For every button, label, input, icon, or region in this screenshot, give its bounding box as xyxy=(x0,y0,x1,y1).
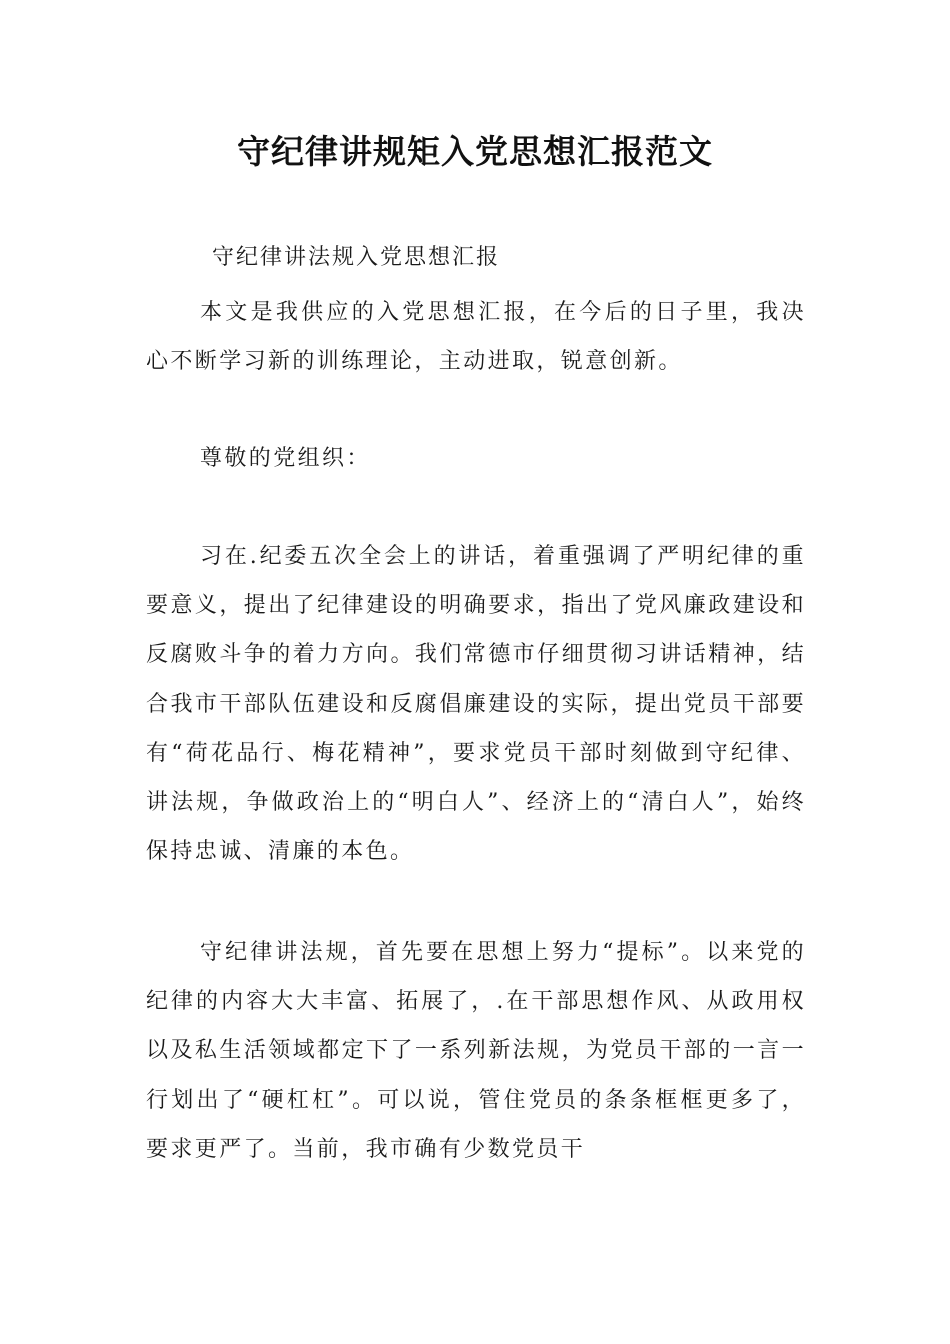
document-subtitle: 守纪律讲法规入党思想汇报 xyxy=(212,245,501,270)
body-paragraph-1: 习在.纪委五次全会上的讲话，着重强调了严明纪律的重要意义，提出了纪律建设的明确要求，指出了党风廉政建设和反腐败斗争的着力方向。我们常德市仔细贯彻习讲话精神，结合我市干部队伍建设和反腐倡廉建设的实际，提出党员干部要有“荷花品行、梅花精神”，要求党员干部时刻做到守纪律、讲法规，争做政治上的“明白人”、经济上的“清白人”，始终保持忠诚、清廉的本色。 xyxy=(146,544,806,865)
body-paragraph-2: 守纪律讲法规，首先要在思想上努力“提标”。以来党的纪律的内容大大丰富、拓展了，.在干部思想作风、从政用权以及私生活领域都定下了一系列新法规，为党员干部的一言一行划出了“硬杠杠”。可以说，管住党员的条条框框更多了，要求更严了。当前，我市确有少数党员干 xyxy=(146,940,806,1162)
intro-paragraph: 本文是我供应的入党思想汇报，在今后的日子里，我决心不断学习新的训练理论，主动进取，锐意创新。 xyxy=(146,300,806,375)
salutation-paragraph: 尊敬的党组织： xyxy=(200,446,371,471)
document-title: 守纪律讲规矩入党思想汇报范文 xyxy=(237,132,713,171)
